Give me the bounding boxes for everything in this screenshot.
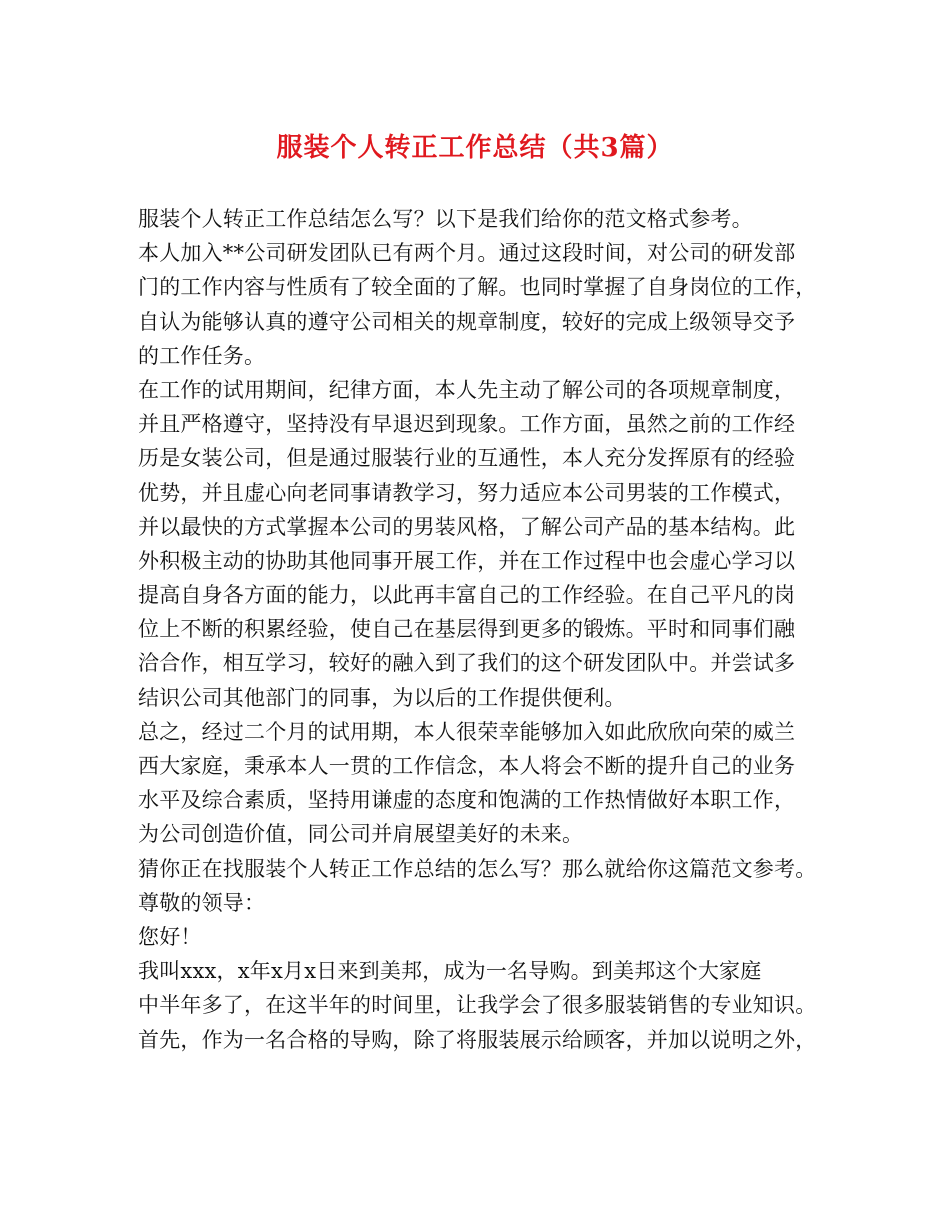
body-line: 外积极主动的协助其他同事开展工作，并在工作过程中也会虚心学习以	[138, 548, 796, 573]
body-line: 在工作的试用期间，纪律方面，本人先主动了解公司的各项规章制度，	[138, 377, 796, 402]
body-line: 洽合作，相互学习，较好的融入到了我们的这个研发团队中。并尝试多	[138, 651, 796, 676]
body-line: 位上不断的积累经验，使自己在基层得到更多的锻炼。平时和同事们融	[138, 617, 796, 642]
body-line: 并且严格遵守，坚持没有早退迟到现象。工作方面，虽然之前的工作经	[138, 412, 796, 437]
body-line: 自认为能够认真的遵守公司相关的规章制度，较好的完成上级领导交予	[138, 309, 796, 334]
body-line: 总之，经过二个月的试用期，本人很荣幸能够加入如此欣欣向荣的威兰	[138, 719, 796, 744]
body-line: 尊敬的领导：	[138, 890, 266, 915]
body-line: 您好！	[138, 924, 202, 949]
body-line: 西大家庭，秉承本人一贯的工作信念，本人将会不断的提升自己的业务	[138, 754, 796, 778]
body-line: 优势，并且虚心向老同事请教学习，努力适应本公司男装的工作模式，	[138, 480, 796, 505]
document-body	[138, 202, 838, 1057]
body-line: 提高自身各方面的能力，以此再丰富自己的工作经验。在自己平凡的岗	[138, 583, 796, 608]
body-line: 服装个人转正工作总结怎么写？以下是我们给你的范文格式参考。	[138, 207, 753, 231]
body-line: 为公司创造价值，同公司并肩展望美好的未来。	[138, 822, 584, 847]
body-line: 中半年多了，在这半年的时间里，让我学会了很多服装销售的专业知识。	[138, 993, 817, 1018]
body-line: 历是女装公司，但是通过服装行业的互通性，本人充分发挥原有的经验	[138, 446, 796, 471]
body-line: 结识公司其他部门的同事，为以后的工作提供便利。	[138, 685, 626, 710]
body-line: 猜你正在找服装个人转正工作总结的怎么写？那么就给你这篇范文参考。	[138, 856, 817, 881]
body-line: 的工作任务。	[138, 343, 266, 368]
body-line: 门的工作内容与性质有了较全面的了解。也同时掌握了自身岗位的工作，	[138, 275, 817, 300]
body-line: 并以最快的方式掌握本公司的男装风格，了解公司产品的基本结构。此	[138, 514, 796, 539]
body-line: 首先，作为一名合格的导购，除了将服装展示给顾客，并加以说明之外，	[138, 1027, 817, 1052]
body-line: 本人加入**公司研发团队已有两个月。通过这段时间，对公司的研发部	[138, 241, 796, 266]
body-line: 我叫xxx，x年x月x日来到美邦，成为一名导购。到美邦这个大家庭	[138, 959, 762, 984]
document-title: 服装个人转正工作总结（共3篇）	[276, 133, 674, 163]
body-line: 水平及综合素质，坚持用谦虚的态度和饱满的工作热情做好本职工作，	[138, 788, 796, 813]
